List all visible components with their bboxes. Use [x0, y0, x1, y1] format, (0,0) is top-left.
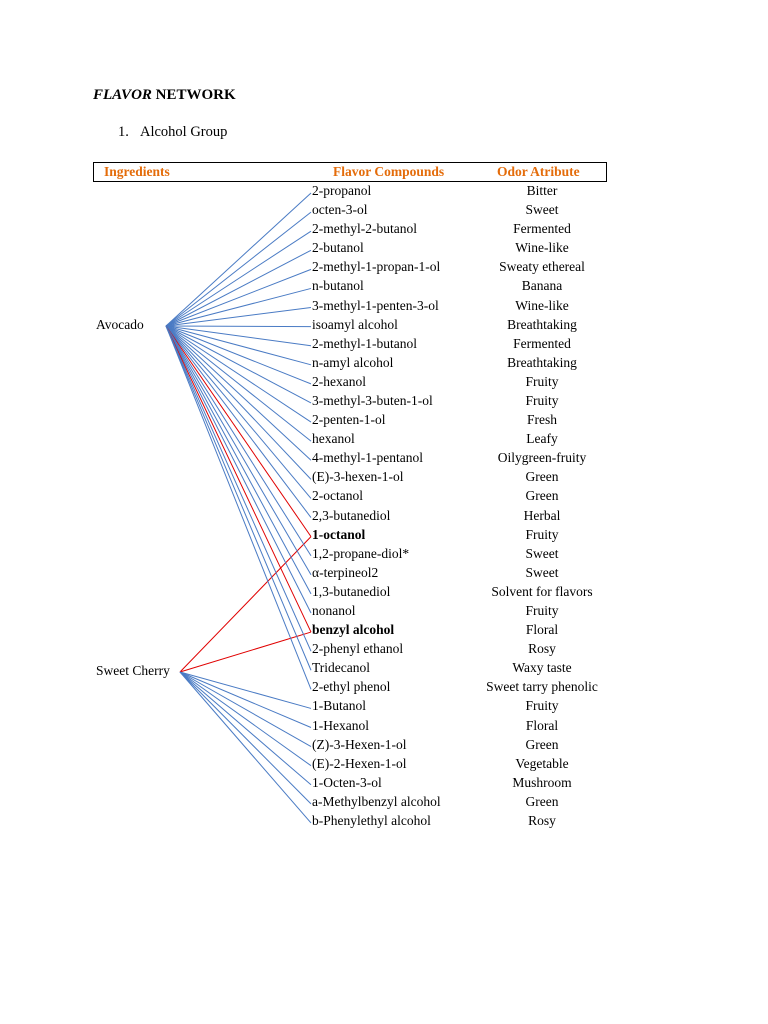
compound-name: 2-methyl-1-propan-1-ol	[312, 259, 441, 275]
compound-name: n-amyl alcohol	[312, 354, 394, 370]
odor-attribute: Oilygreen-fruity	[497, 450, 587, 466]
odor-attribute: Sweaty ethereal	[499, 259, 585, 275]
compound-row	[0, 355, 768, 374]
compound-name: 2-octanol	[312, 488, 363, 504]
compound-row	[0, 336, 768, 355]
odor-attribute: Breathtaking	[507, 316, 577, 332]
compound-row	[0, 240, 768, 259]
odor-attribute: Sweet	[525, 202, 559, 218]
compound-row	[0, 374, 768, 393]
compound-row	[0, 317, 768, 336]
odor-attribute: Floral	[525, 622, 559, 638]
odor-attribute: Rosy	[528, 812, 556, 828]
compound-row	[0, 775, 768, 794]
compound-name: 2,3-butanediol	[312, 507, 391, 523]
compound-name: isoamyl alcohol	[312, 316, 398, 332]
compound-row	[0, 584, 768, 603]
compound-name: (E)-3-hexen-1-ol	[312, 469, 404, 485]
compound-name: 2-methyl-1-butanol	[312, 335, 417, 351]
odor-attribute: Bitter	[526, 183, 558, 198]
ingredient-avocado: Avocado	[96, 317, 144, 332]
odor-attribute: Mushroom	[512, 774, 572, 790]
odor-attribute: Green	[525, 793, 559, 809]
odor-attribute: Sweet tarry phenolic	[486, 679, 598, 695]
compound-row	[0, 813, 768, 832]
odor-attribute: Floral	[525, 717, 559, 733]
odor-attribute: Rosy	[528, 641, 556, 657]
odor-attribute: Green	[525, 736, 559, 752]
compound-name: nonanol	[312, 602, 356, 618]
compound-name: 2-phenyl ethanol	[312, 641, 404, 657]
title-italic: FLAVOR	[93, 87, 152, 103]
odor-attribute: Fruity	[525, 526, 559, 542]
compound-row	[0, 546, 768, 565]
odor-attribute: Banana	[521, 278, 563, 294]
compound-name: α-terpineol2	[312, 564, 379, 580]
compound-row	[0, 450, 768, 469]
compound-name: b-Phenylethyl alcohol	[312, 812, 431, 828]
compound-name: (Z)-3-Hexen-1-ol	[312, 736, 407, 752]
compound-name: 1,2-propane-diol*	[312, 545, 410, 561]
compound-row	[0, 679, 768, 698]
odor-attribute: Waxy taste	[512, 660, 572, 676]
odor-attribute: Fermented	[513, 335, 571, 351]
compound-name: 2-butanol	[312, 240, 364, 256]
compound-name: 1-Butanol	[312, 698, 366, 714]
ingredient-sweet-cherry: Sweet Cherry	[96, 663, 170, 678]
compound-row	[0, 202, 768, 221]
header-flavor-compounds: Flavor Compounds	[333, 164, 445, 179]
compound-row	[0, 641, 768, 660]
odor-attribute: Wine-like	[515, 240, 569, 256]
compound-name: 3-methyl-1-penten-3-ol	[312, 297, 439, 313]
odor-attribute: Sweet	[525, 564, 559, 580]
compound-row	[0, 698, 768, 717]
compound-name: 1,3-butanediol	[312, 583, 391, 599]
compound-name: 2-propanol	[312, 183, 372, 198]
compound-name: (E)-2-Hexen-1-ol	[312, 755, 407, 771]
compound-row	[0, 756, 768, 775]
compound-name: 1-Hexanol	[312, 717, 369, 733]
compound-row	[0, 488, 768, 507]
odor-attribute: Fruity	[525, 392, 559, 408]
compound-name: 2-penten-1-ol	[312, 412, 386, 428]
compound-name: 1-Octen-3-ol	[312, 774, 382, 790]
odor-attribute: Sweet	[525, 545, 559, 561]
odor-attribute: Vegetable	[515, 755, 569, 771]
odor-attribute: Fruity	[525, 602, 559, 618]
compound-name: 4-methyl-1-pentanol	[312, 450, 423, 466]
compound-row	[0, 527, 768, 546]
compound-row	[0, 737, 768, 756]
compound-row	[0, 660, 768, 679]
compound-row	[0, 431, 768, 450]
header-ingredients: Ingredients	[104, 164, 170, 179]
compound-row	[0, 469, 768, 488]
compound-row	[0, 603, 768, 622]
odor-attribute: Herbal	[523, 507, 561, 523]
compound-row	[0, 622, 768, 641]
odor-attribute: Fermented	[513, 221, 571, 237]
compound-name: octen-3-ol	[312, 202, 368, 218]
compound-name: 2-ethyl phenol	[312, 679, 391, 695]
odor-attribute: Fruity	[525, 373, 559, 389]
compound-name: 3-methyl-3-buten-1-ol	[312, 392, 433, 408]
odor-attribute: Solvent for flavors	[491, 583, 593, 599]
odor-attribute: Leafy	[526, 431, 558, 447]
compound-row	[0, 259, 768, 278]
compound-row	[0, 718, 768, 737]
compound-row	[0, 794, 768, 813]
compound-row	[0, 183, 768, 202]
compound-row	[0, 508, 768, 527]
odor-attribute: Fruity	[525, 698, 559, 714]
compound-name: 1-octanol	[312, 526, 366, 542]
compound-row	[0, 298, 768, 317]
odor-attribute: Fresh	[527, 412, 557, 428]
header-odor-attribute: Odor Atribute	[497, 164, 580, 179]
compound-row	[0, 565, 768, 584]
compound-row	[0, 278, 768, 297]
title-rest: NETWORK	[151, 87, 236, 103]
odor-attribute: Breathtaking	[507, 354, 577, 370]
compound-row	[0, 393, 768, 412]
compound-row	[0, 412, 768, 431]
compound-name: hexanol	[312, 431, 355, 447]
compound-row	[0, 221, 768, 240]
section-number: 1.	[118, 124, 129, 140]
section-label: Alcohol Group	[140, 124, 228, 140]
odor-attribute: Green	[525, 469, 559, 485]
odor-attribute: Green	[525, 488, 559, 504]
compound-name: 2-hexanol	[312, 373, 366, 389]
odor-attribute: Wine-like	[515, 297, 569, 313]
compound-name: Tridecanol	[312, 660, 370, 676]
compound-name: a-Methylbenzyl alcohol	[312, 793, 441, 809]
compound-name: benzyl alcohol	[312, 622, 395, 638]
compound-name: n-butanol	[312, 278, 364, 294]
compound-name: 2-methyl-2-butanol	[312, 221, 417, 237]
